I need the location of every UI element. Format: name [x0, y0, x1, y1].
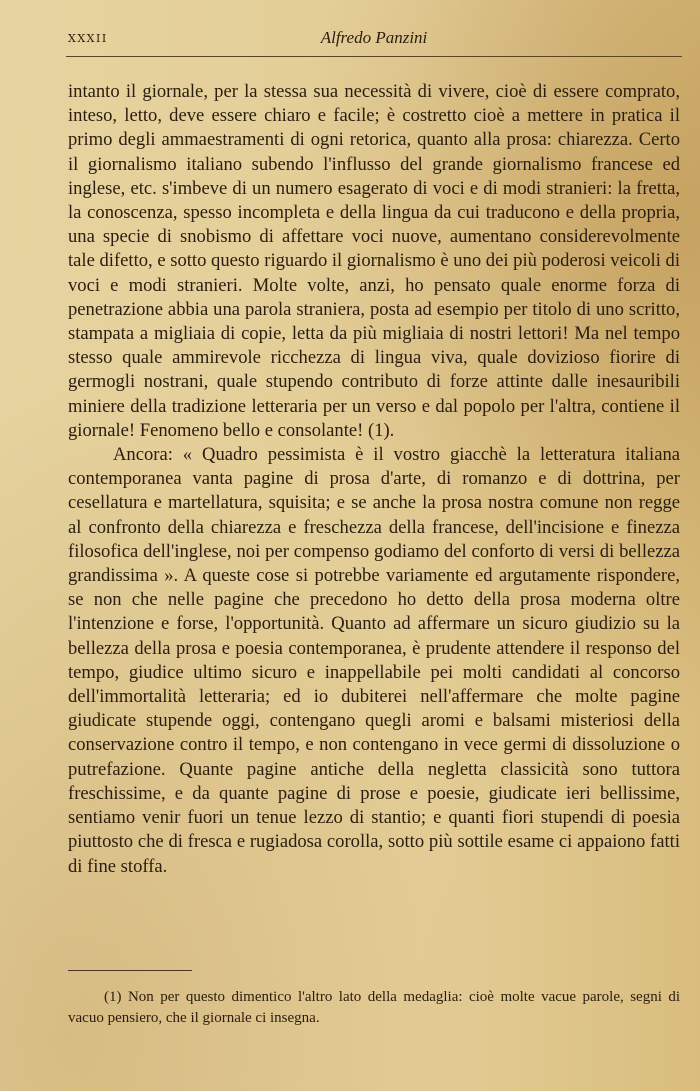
page-header: [68, 26, 680, 54]
main-text: [68, 80, 680, 879]
footnote: [68, 987, 680, 1029]
footnote-text: Non per questo dimentico l'altro lato della medaglia: cioè molte vacue parole, segni di vacuo pensiero, che il giornale ci insegna.: [68, 989, 680, 1026]
paragraph: Ancora: « Quadro pessimista è il vostro giacchè la letteratura italiana contemporanea vanta pagine di prosa d'arte, di romanzo e di dottrina, per cesellatura e martellatura, squisita; e se anche la prosa nostra comune non regge al confronto della chiarezza e freschezza della francese, dell'incisione e finezza filosofica dell'inglese, noi per compenso godiamo del conforto di versi di bellezza grandissima ». A queste cose si potrebbe variamente ed argutamente rispondere, se non che nelle pagine che precedono ho detto della prosa moderna oltre l'intenzione e forse, l'opportunità. Quanto ad affermare un sicuro giudizio su la bellezza della prosa e poesia contemporanea, è prudente attendere il responso del tempo, giudice ultimo sicuro e inappellabile pei molti candidati al concorso dell'immortalità letteraria; ed io dubiterei nell'affermare che molte pagine giudicate stupende oggi, contengano quegli aromi e balsami misteriosi della conservazione contro il tempo, e non contengano in vece germi di dissoluzione o putrefazione. Quante pagine antiche della negletta classicità sono tuttora freschissime, e da quante pagine di prose e poesie, giudicate ieri bellissime, sentiamo venir fuori un tenue lezzo di stantio; e quanti fiori stupendi di poesia piuttosto che di fresca e rugiadosa corolla, sotto più sottile esame ci appaiono fatti di fine stoffa.: [68, 444, 680, 877]
footnote-marker: (1): [104, 989, 122, 1005]
running-title: Alfredo Panzini: [320, 28, 428, 47]
paragraph-text: intanto il giornale, per la stessa sua necessità di vivere, cioè di essere comprato, inteso, letto, deve essere chiaro e facile; è costretto cioè a mettere in pratica il primo degli ammaestramenti di ogni retorica, quanto alla prosa: chiarezza. Certo il giornalismo italiano subendo l'influsso del grande giornalismo francese ed inglese, etc. s'imbeve di un numero esagerato di voci e di modi stranieri: la fretta, la conoscenza, spesso incompleta e della lingua da cui traducono e della propria, una specie di snobismo di affettare voci nuove, aumentano considerevolmente tale difetto, e sotto questo riguardo il giornalismo è uno dei più poderosi veicoli di voci e modi stranieri. Molte volte, anzi, ho pensato quale enorme forza di penetrazione abbia una parola straniera, posta ad esempio per titolo di uno scritto, stampata a migliaia di copie, letta da più migliaia di nostri lettori! Ma nel tempo stesso quale ammirevole ricchezza di lingua viva, quale dovizioso fiorire di germogli nostrani, quale stupendo contributo di forze attinte dalle inesauribili miniere della tradizione letteraria per un verso e dal popolo per l'altra, contiene il giornale! Fenomeno bello e consolante!: [68, 81, 680, 441]
paragraph: [68, 80, 680, 443]
footnote-reference: (1).: [368, 419, 395, 441]
header-rule: [66, 56, 682, 57]
page-number: XXXII: [68, 32, 108, 45]
footnote-rule: [68, 970, 192, 971]
